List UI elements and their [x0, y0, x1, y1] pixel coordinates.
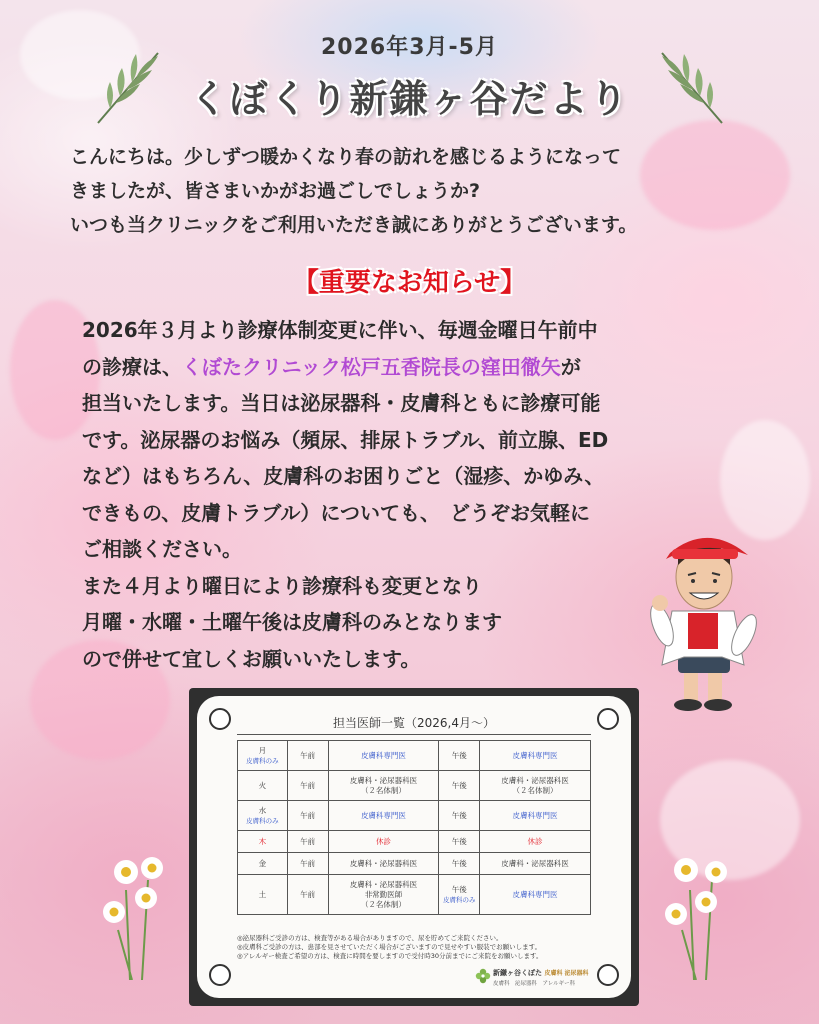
am-label: 午前 — [287, 801, 328, 831]
clinic-departments: 皮膚科 泌尿器科 アレルギー科 — [493, 981, 576, 987]
schedule-board — [189, 688, 639, 1006]
pm-label: 午後 — [439, 801, 480, 831]
am-label: 午前 — [287, 875, 328, 915]
notice-line: ので併せて宜しくお願いいたします。 — [82, 646, 421, 671]
pm-doctor: 皮膚科専門医 — [480, 875, 591, 915]
notice-line: できもの、皮膚トラブル）についても、 どうぞお気軽に — [82, 500, 590, 525]
am-doctor: 皮膚科・泌尿器科医 非常勤医師 （２名体制） — [328, 875, 439, 915]
table-row — [238, 831, 591, 853]
pm-label: 午後 皮膚科のみ — [439, 875, 480, 915]
am-doctor: 皮膚科専門医 — [328, 801, 439, 831]
am-doctor: 皮膚科・泌尿器科医 （２名体制） — [328, 771, 439, 801]
day-cell: 土 — [238, 875, 288, 915]
table-row — [238, 771, 591, 801]
schedule-title: 担当医師一覧（2026,4月〜） — [333, 716, 495, 730]
pm-doctor: 皮膚科専門医 — [480, 741, 591, 771]
clinic-logo — [475, 966, 605, 990]
pm-doctor: 休診 — [480, 831, 591, 853]
daisy-icon — [96, 850, 176, 980]
pm-label: 午後 — [439, 831, 480, 853]
am-doctor: 休診 — [328, 831, 439, 853]
notice-line: 2026年３月より診療体制変更に伴い、毎週金曜日午前中 — [82, 318, 598, 342]
table-row — [238, 801, 591, 831]
am-doctor: 皮膚科専門医 — [328, 741, 439, 771]
am-doctor: 皮膚科・泌尿器科医 — [328, 853, 439, 875]
pm-doctor: 皮膚科・泌尿器科医 — [480, 853, 591, 875]
schedule-notes — [237, 934, 597, 961]
note-line: ◎泌尿器科ご受診の方は、検査等がある場合がありますので、尿を貯めてご来院ください。 — [237, 934, 503, 942]
am-label: 午前 — [287, 853, 328, 875]
issue-date: 2026年3月-5月 — [321, 35, 498, 60]
pm-label: 午後 — [439, 853, 480, 875]
notice-line: の診療は、くぼたクリニック松戸五香院長の窪田徹矢が — [82, 354, 581, 379]
pin-icon — [209, 964, 231, 986]
pm-label: 午後 — [439, 771, 480, 801]
doctor-name-highlight: くぼたクリニック松戸五香院長の窪田徹矢 — [182, 354, 561, 379]
notice-line: 担当いたします。当日は泌尿器科・皮膚科ともに診療可能 — [82, 391, 601, 415]
clinic-name: 新鎌ヶ谷くぼた 皮膚科 泌尿器科 — [493, 969, 589, 977]
greeting-line: こんにちは。少しずつ暖かくなり春の訪れを感じるようになって — [70, 146, 622, 168]
greeting-line: いつも当クリニックをご利用いただき誠にありがとうございます。 — [70, 214, 638, 236]
table-row — [238, 875, 591, 915]
day-cell: 水 皮膚科のみ — [238, 801, 288, 831]
note-line: ◎皮膚科ご受診の方は、患部を見させていただく場合がございますので見せやすい服装でお願いします。 — [237, 943, 542, 951]
note-line: ◎アレルギー検査ご希望の方は、検査に時間を要しますので受付時30分前までにご来院をお願いします。 — [237, 952, 543, 960]
am-label: 午前 — [287, 771, 328, 801]
pm-doctor: 皮膚科・泌尿器科医 （２名体制） — [480, 771, 591, 801]
daisy-icon — [660, 850, 740, 980]
notice-line: です。泌尿器のお悩み（頻尿、排尿トラブル、前立腺、ED — [82, 427, 609, 452]
greeting-text — [70, 140, 750, 242]
newsletter-title: くぼくり新鎌ヶ谷だより — [189, 77, 630, 121]
doctor-schedule-table — [237, 740, 591, 915]
pm-label: 午後 — [439, 741, 480, 771]
day-cell: 木 — [238, 831, 288, 853]
table-row — [238, 853, 591, 875]
schedule-board-inner — [197, 696, 631, 998]
notice-heading: 【重要なお知らせ】 — [292, 268, 527, 298]
day-cell: 月 皮膚科のみ — [238, 741, 288, 771]
day-cell: 金 — [238, 853, 288, 875]
table-row — [238, 741, 591, 771]
day-cell: 火 — [238, 771, 288, 801]
clover-logo-icon — [475, 968, 491, 984]
pm-doctor: 皮膚科専門医 — [480, 801, 591, 831]
title-divider — [237, 734, 591, 735]
notice-line: ご相談ください。 — [82, 537, 242, 561]
notice-line: また４月より曜日により診療科も変更となり — [82, 573, 482, 598]
doctor-mascot-icon — [648, 525, 760, 715]
notice-line: 月曜・水曜・土曜午後は皮膚科のみとなります — [82, 610, 502, 634]
greeting-line: きましたが、皆さまいかがお過ごしでしょうか? — [70, 180, 481, 202]
am-label: 午前 — [287, 831, 328, 853]
notice-line: など）はもちろん、皮膚科のお困りごと（湿疹、かゆみ、 — [82, 464, 605, 488]
am-label: 午前 — [287, 741, 328, 771]
